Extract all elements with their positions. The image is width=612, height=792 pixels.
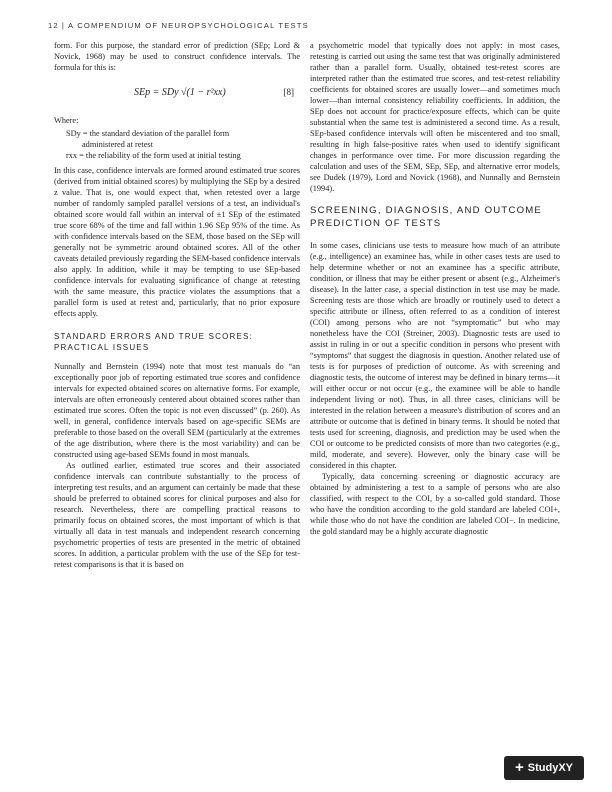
formula-number: [8]: [283, 87, 294, 97]
badge-label: StudyXY: [527, 762, 573, 774]
definition: [54, 128, 300, 161]
paragraph: a psychometric model that typically does not apply: in most cases, retesting is carried out using the same test that was originally administered rather than a parallel form. Usually, obtained test-retest scores are interpreted rather than the estimated true scores, and test-retest reliability coefficients for obtained scores are usually lower—and sometimes much lower—than internal consistency reliability coefficients. In addition, the SEp does not account for practice/exposure effects, which can be quite substantial when the same test is administered a second time. As a result, SEp-based confidence intervals will often be miscentered and too small, resulting in high false-positive rates when used to identify significant changes in performance over time. For more discussion regarding the calculation and uses of the SEM, SEp, SEp, and alternative error models, see Dudek (1979), Lord and Novick (1968), and Nunnally and Bernstein (1994).: [310, 41, 560, 193]
paragraph: Typically, data concerning screening or diagnostic accuracy are obtained by administering a test to a sample of persons who are also classified, with respect to the COI, by a so-called gold standard. Those who have the condition according to the gold standard are labeled COI+, while those who do not have the condition are labeled COI−. In medicine, the gold standard may be a highly accurate diagnostic: [310, 472, 560, 536]
definition-line: SDy = the standard deviation of the parallel form: [66, 129, 230, 138]
formula-expression: SEp = SDy √(1 − r²xx): [134, 87, 226, 98]
where-label: Where:: [54, 116, 79, 125]
studyxy-badge[interactable]: [504, 756, 584, 780]
paragraph: Nunnally and Bernstein (1994) note that most test manuals do “an exceptionally poor job of reporting estimated true scores and confidence intervals for expected obtained scores on alternative forms. For example, intervals are often erroneously centered about obtained scores rather than estimated true scores. Often the topic is not even discussed” (p. 260). As well, in general, confidence intervals based on age-specific SEMs are preferable to those based on the overall SEM (particularly at the extremes of the age distribution, where there is the most variability) and can be constructed using age-based SEMs found in most manuals.: [54, 362, 300, 459]
book-title: A COMPENDIUM OF NEUROPSYCHOLOGICAL TESTS: [68, 21, 309, 30]
section-heading: STANDARD ERRORS AND TRUE SCORES: PRACTICAL ISSUES: [54, 332, 254, 352]
section-heading: SCREENING, DIAGNOSIS, AND OUTCOME PREDICTION OF TESTS: [310, 205, 543, 229]
paragraph: form. For this purpose, the standard error of prediction (SEp; Lord & Novick, 1968) may be used to construct confidence intervals. The formula for this is:: [54, 41, 300, 72]
running-header: 12 | A COMPENDIUM OF NEUROPSYCHOLOGICAL TESTS: [48, 21, 309, 30]
paragraph: In this case, confidence intervals are formed around estimated true scores (derived from initial obtained scores) by multiplying the SEp by a desired z value. That is, one would expect that, when retested over a large number of randomly sampled parallel versions of a test, an individual's obtained score would fall within an interval of ±1 SEp of the estimated true score 68% of the time and fall within 1.96 SEp 95% of the time. As with confidence intervals based on the SEM, those based on the SEp will generally not be symmetric around obtained scores. All of the other caveats detailed previously regarding the SEM-based confidence intervals also apply. In addition, while it may be tempting to use SEp-based confidence intervals for evaluating significance of change at retesting with the same measure, this practice violates the assumptions that a parallel form is used at retest and, particularly, that no prior exposure effects apply.: [54, 166, 300, 318]
page-number: 12: [48, 21, 59, 30]
definition-line: administered at retest: [82, 140, 153, 149]
definition-line: rxx = the reliability of the form used at initial testing: [66, 151, 241, 160]
left-column: [54, 40, 300, 570]
plus-icon: +: [515, 759, 524, 776]
paragraph: In some cases, clinicians use tests to measure how much of an attribute (e.g., intelligence) an examinee has, while in other cases tests are used to help determine whether or not an examinee has a specific attribute, condition, or illness that may be either present or absent (e.g., Alzheimer's disease). In the latter case, a special distinction in test use may be made. Screening tests are those which are broadly or routinely used to detect a specific attribute or illness, often referred to as a condition of interest (COI) among persons who are not “symptomatic” but who may nonetheless have the COI (Streiner, 2003). Diagnostic tests are used to assist in ruling in or out a specific condition in persons who present with “symptoms” that suggest the diagnosis in question. Another related use of tests is for purposes of prediction of outcome. As with screening and diagnostic tests, the outcome of interest may be defined in binary terms—it will either occur or not occur (e.g., the examinee will be able to handle independent living or not). Thus, in all three cases, clinicians will be interested in the relation between a measure's distribution of scores and an attribute or outcome that is defined in binary terms. It should be noted that tests used for screening, diagnosis, and prediction may be used when the COI or outcome to be predicted consists of more than two categories (e.g., mild, moderate, and severe). However, only the binary case will be considered in this chapter.: [310, 241, 560, 470]
right-column: [310, 40, 560, 537]
paragraph: As outlined earlier, estimated true scores and their associated confidence intervals can contribute substantially to the process of interpreting test results, and an argument can certainly be made that these should be preferred to obtained scores for clinical purposes and also for research. Nevertheless, there are compelling practical reasons to primarily focus on obtained scores, the most important of which is that virtually all data in test manuals and independent research concerning psychometric properties of tests are presented in the metric of obtained scores. In addition, a particular problem with the use of the SEp for test-retest comparisons is that it is based on: [54, 461, 300, 569]
formula: [54, 79, 300, 109]
